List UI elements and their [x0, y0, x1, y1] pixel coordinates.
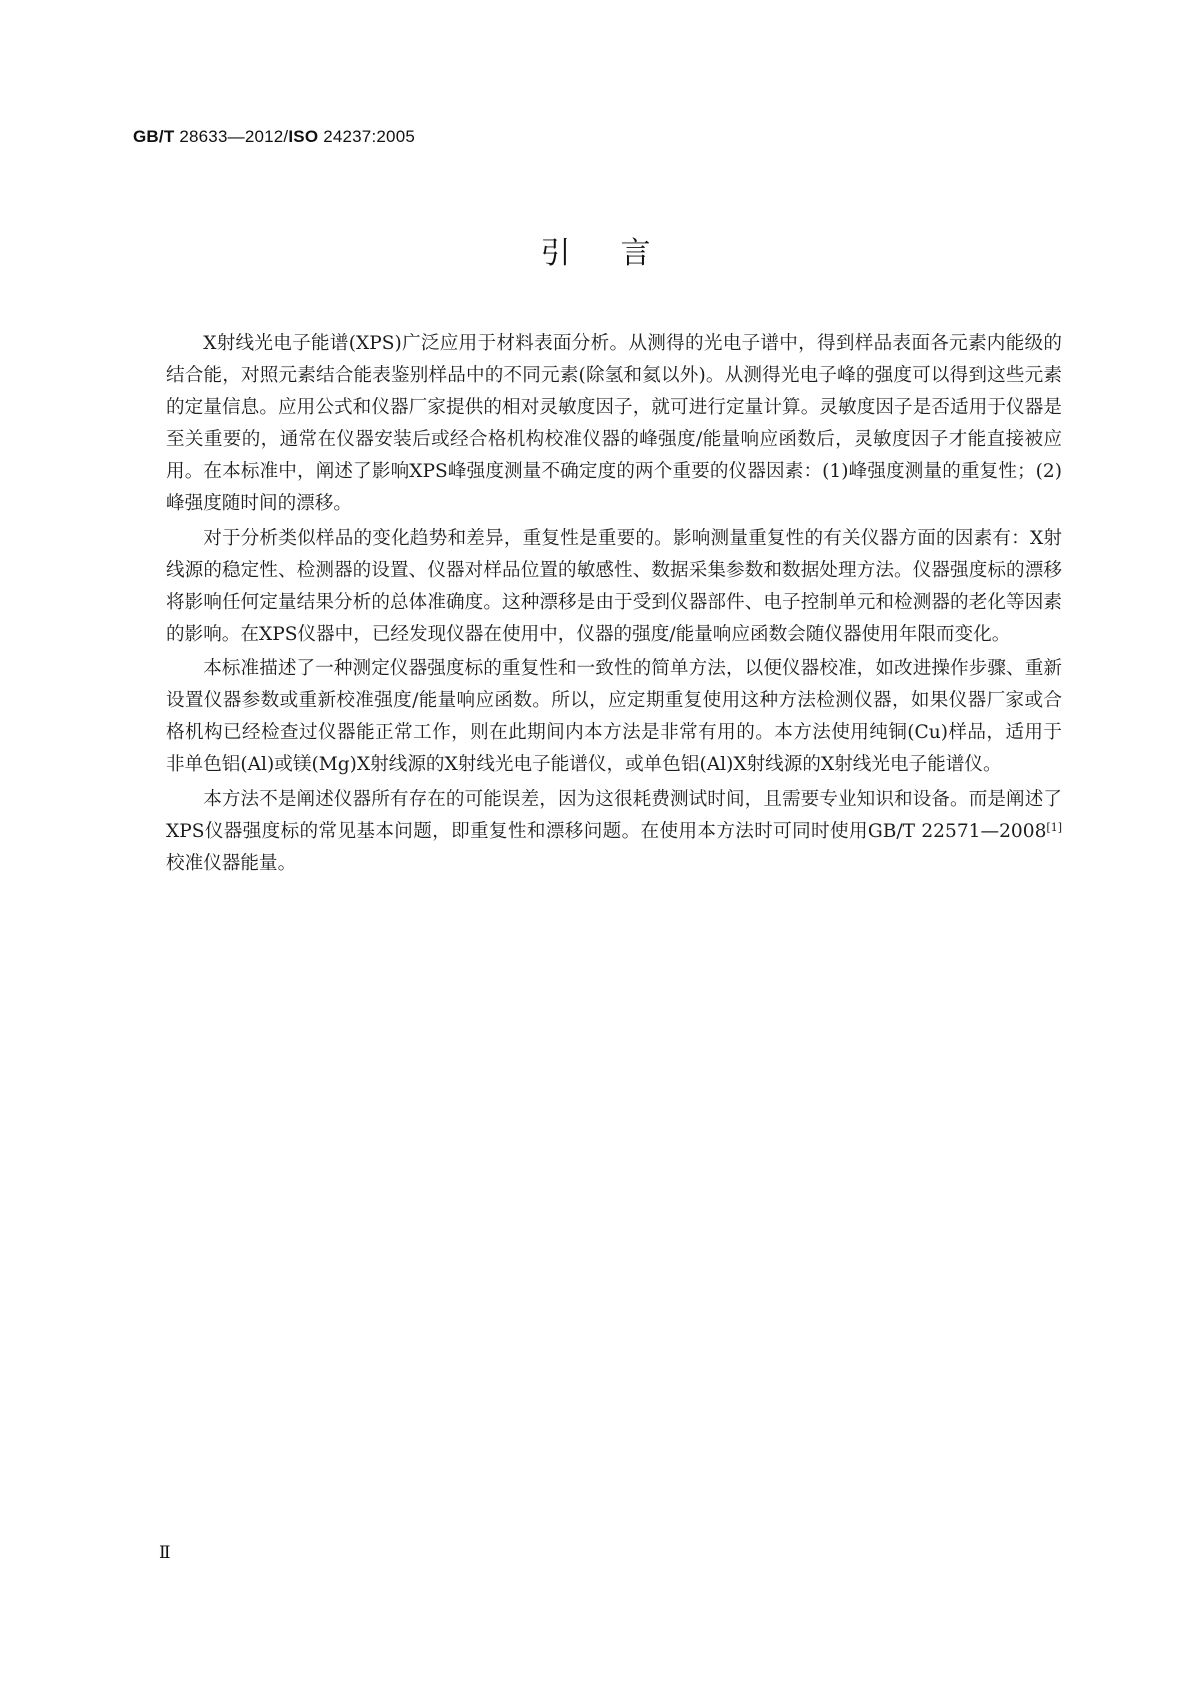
iso-prefix: ISO: [288, 127, 319, 146]
paragraph-text: 本方法不是阐述仪器所有存在的可能误差，因为这很耗费测试时间，且需要专业知识和设备。而是阐述了XPS仪器强度标的常见基本问题，即重复性和漂移问题。在使用本方法时可同时使用GB/T 22571—2008: [166, 788, 1062, 842]
gb-number: 28633—2012/: [174, 127, 289, 146]
paragraph: X射线光电子能谱(XPS)广泛应用于材料表面分析。从测得的光电子谱中，得到样品表面各元素内能级的结合能，对照元素结合能表鉴别样品中的不同元素(除氢和氦以外)。从测得光电子峰的强度可以得到这些元素的定量信息。应用公式和仪器厂家提供的相对灵敏度因子，就可进行定量计算。灵敏度因子是否适用于仪器是至关重要的，通常在仪器安装后或经合格机构校准仪器的峰强度/能量响应函数后，灵敏度因子才能直接被应用。在本标准中，阐述了影响XPS峰强度测量不确定度的两个重要的仪器因素：(1)峰强度测量的重复性；(2)峰强度随时间的漂移。: [166, 333, 1062, 514]
standard-number: [133, 127, 415, 147]
introduction-body: [166, 328, 1062, 882]
iso-number: 24237:2005: [318, 127, 416, 146]
reference-marker: [1]: [1046, 820, 1062, 834]
paragraph: 对于分析类似样品的变化趋势和差异，重复性是重要的。影响测量重复性的有关仪器方面的因素有：X射线源的稳定性、检测器的设置、仪器对样品位置的敏感性、数据采集参数和数据处理方法。仪器强度标的漂移将影响任何定量结果分析的总体准确度。这种漂移是由于受到仪器部件、电子控制单元和检测器的老化等因素的影响。在XPS仪器中，已经发现仪器在使用中，仪器的强度/能量响应函数会随仪器使用年限而变化。: [166, 527, 1062, 645]
paragraph: [166, 784, 1062, 880]
paragraph-text-end: 校准仪器能量。: [166, 852, 297, 874]
gb-prefix: GB/T: [133, 127, 175, 146]
page-title: 引言: [540, 236, 701, 271]
page-number: Ⅱ: [159, 1543, 171, 1562]
paragraph: 本标准描述了一种测定仪器强度标的重复性和一致性的简单方法，以便仪器校准，如改进操作步骤、重新设置仪器参数或重新校准强度/能量响应函数。所以，应定期重复使用这种方法检测仪器，如果仪器厂家或合格机构已经检查过仪器能正常工作，则在此期间内本方法是非常有用的。本方法使用纯铜(Cu)样品，适用于非单色铝(Al)或镁(Mg)X射线源的X射线光电子能谱仪，或单色铝(Al)X射线源的X射线光电子能谱仪。: [166, 658, 1062, 775]
